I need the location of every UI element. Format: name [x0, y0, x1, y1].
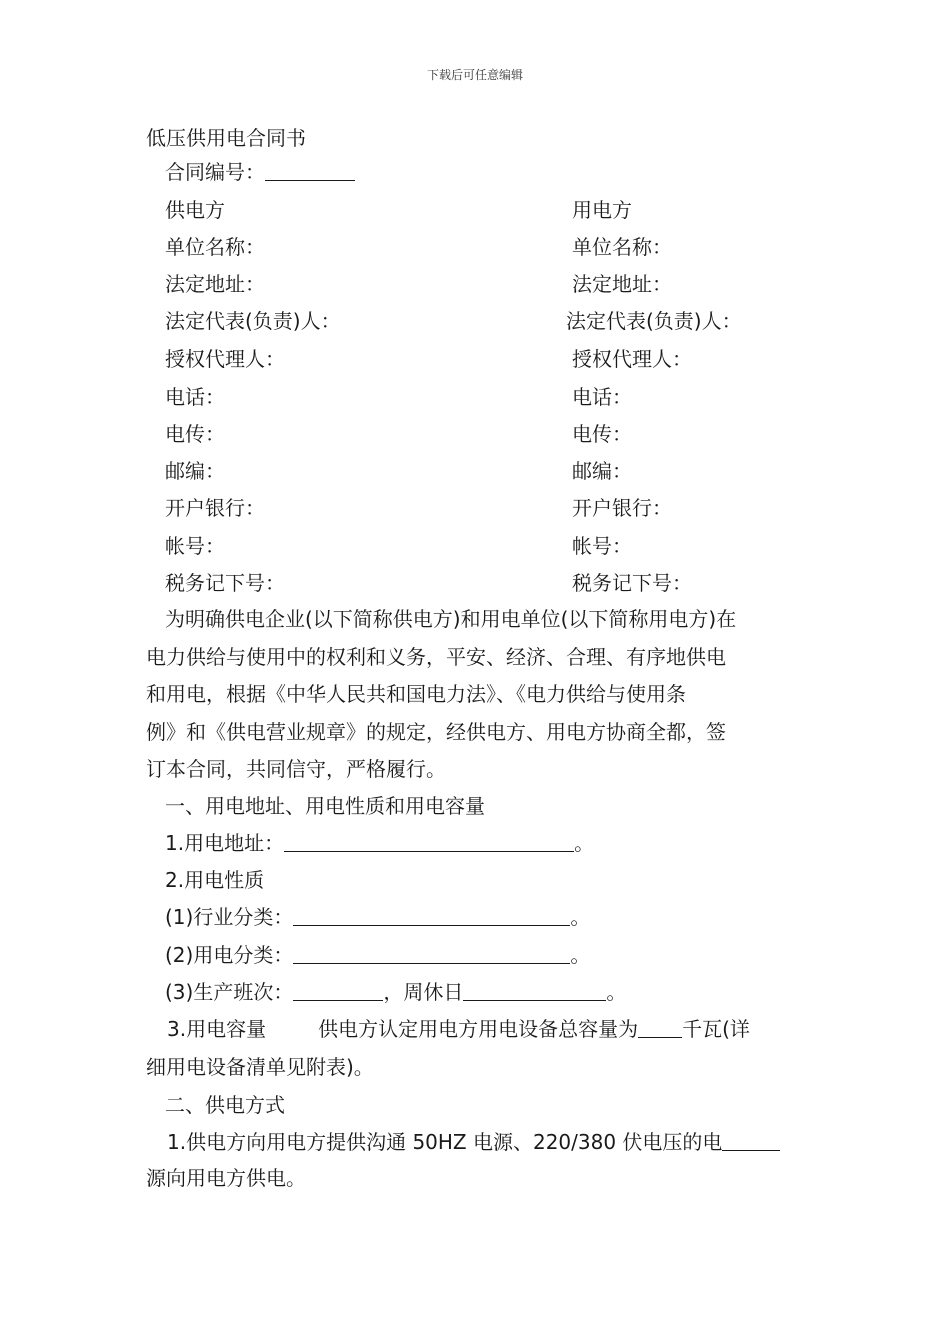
contract-number-label: 合同编号：	[165, 160, 265, 184]
intro-line: 订本合同，共同信守，严格履行。	[146, 757, 446, 781]
contract-number-line	[165, 160, 355, 184]
supplier-field: 授权代理人：	[165, 347, 285, 371]
consumer-field: 开户银行：	[572, 496, 672, 520]
supplier-field: 帐号：	[165, 534, 225, 558]
contract-number-blank	[265, 160, 355, 181]
page-header: 下载后可任意编辑	[426, 68, 523, 82]
consumer-heading: 用电方	[572, 198, 632, 222]
nature-heading: 2.用电性质	[165, 868, 265, 892]
consumer-field: 邮编：	[572, 459, 632, 483]
capacity-line-cont: 细用电设备清单见附表)。	[146, 1055, 374, 1079]
capacity-line	[167, 1017, 750, 1041]
supply-item-line	[167, 1130, 780, 1154]
intro-line: 和用电，根据《中华人民共和国电力法》、《电力供给与使用条	[146, 682, 686, 706]
period: 。	[570, 943, 591, 967]
consumer-field: 电传：	[572, 422, 632, 446]
industry-label: (1)行业分类：	[165, 905, 294, 929]
address-label: 1.用电地址：	[165, 831, 285, 855]
period: 。	[574, 831, 595, 855]
period: 。	[570, 905, 591, 929]
supplier-field: 法定地址：	[165, 272, 265, 296]
intro-line: 为明确供电企业(以下简称供电方)和用电单位(以下简称用电方)在	[165, 607, 737, 631]
supplier-field: 税务记下号：	[165, 571, 285, 595]
industry-blank	[293, 905, 570, 926]
capacity-blank	[638, 1017, 682, 1038]
supplier-field: 电传：	[165, 422, 225, 446]
rest-blank	[463, 980, 606, 1001]
capacity-label: 3.用电容量	[167, 1017, 267, 1041]
address-line	[165, 831, 594, 855]
supplier-field: 开户银行：	[165, 496, 265, 520]
usage-blank	[293, 943, 570, 964]
rest-label: ，周休日	[383, 980, 464, 1004]
intro-line: 例》和《供电营业规章》的规定，经供电方、用电方协商全都，签	[146, 720, 726, 744]
capacity-unit: 千瓦(详	[682, 1017, 750, 1041]
supplier-field: 电话：	[165, 385, 225, 409]
usage-label: (2)用电分类：	[165, 943, 294, 967]
shift-line	[165, 980, 626, 1004]
supply-item-blank	[722, 1130, 780, 1151]
shift-label: (3)生产班次：	[165, 980, 294, 1004]
capacity-text: 供电方认定用电方用电设备总容量为	[318, 1017, 639, 1041]
section1-heading: 一、用电地址、用电性质和用电容量	[165, 794, 485, 818]
industry-line	[165, 905, 590, 929]
consumer-field: 法定代表(负责)人：	[566, 309, 742, 333]
intro-line: 电力供给与使用中的权利和义务，平安、经济、合理、有序地供电	[146, 645, 726, 669]
supplier-field: 邮编：	[165, 459, 225, 483]
consumer-field: 单位名称：	[572, 235, 672, 259]
period: 。	[606, 980, 627, 1004]
supplier-heading: 供电方	[165, 198, 225, 222]
consumer-field: 电话：	[572, 385, 632, 409]
consumer-field: 授权代理人：	[572, 347, 692, 371]
supplier-field: 单位名称：	[165, 235, 265, 259]
usage-line	[165, 943, 590, 967]
supply-item-text: 1.供电方向用电方提供沟通 50HZ 电源、220/380 伏电压的电	[167, 1130, 723, 1154]
supplier-field: 法定代表(负责)人：	[165, 309, 341, 333]
section2-heading: 二、供电方式	[165, 1093, 285, 1117]
consumer-field: 税务记下号：	[572, 571, 692, 595]
consumer-field: 帐号：	[572, 534, 632, 558]
consumer-field: 法定地址：	[572, 272, 672, 296]
address-blank	[284, 831, 574, 852]
document-title: 低压供用电合同书	[146, 126, 306, 150]
shift-blank	[293, 980, 383, 1001]
supply-item-line-cont: 源向用电方供电。	[146, 1166, 306, 1190]
